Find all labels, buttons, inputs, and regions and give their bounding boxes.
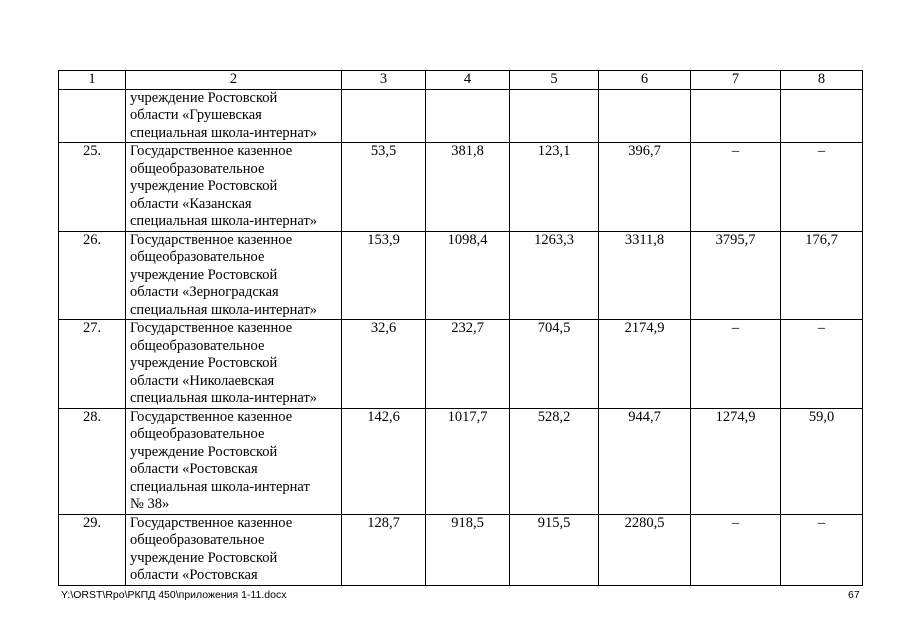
institution-name-line: учреждение Ростовской	[130, 266, 278, 283]
institution-name-line: области «Казанская	[130, 195, 252, 212]
data-table	[58, 70, 863, 586]
value-cell-col4: 1098,4	[426, 231, 510, 320]
institution-name-line: Государственное казенное	[130, 320, 293, 336]
institution-name-line: области «Николаевская	[130, 372, 275, 389]
institution-name-line: специальная школа-интернат»	[130, 213, 318, 229]
institution-name-line: Государственное казенное	[130, 143, 293, 159]
value-cell-col7: –	[691, 320, 781, 409]
institution-name-cell	[126, 89, 342, 143]
value-cell-col3: 142,6	[342, 408, 426, 514]
value-cell-col8: 176,7	[781, 231, 863, 320]
value-cell-col4	[426, 89, 510, 143]
row-number: 28.	[59, 408, 126, 514]
value-cell-col6: 2280,5	[599, 514, 691, 585]
institution-name-line: области «Ростовская	[130, 567, 258, 583]
row-number	[59, 89, 126, 143]
table-row	[59, 514, 863, 585]
value-cell-col3: 128,7	[342, 514, 426, 585]
table-row	[59, 89, 863, 143]
value-cell-col7: –	[691, 514, 781, 585]
col-header-6: 6	[599, 71, 691, 90]
page-number: 67	[848, 589, 860, 601]
value-cell-col5: 704,5	[510, 320, 599, 409]
institution-name-line: учреждение Ростовской	[130, 443, 278, 460]
value-cell-col5: 915,5	[510, 514, 599, 585]
institution-name-line: учреждение Ростовской	[130, 355, 278, 371]
table-row	[59, 320, 863, 409]
institution-name-line: учреждение Ростовской	[130, 89, 278, 106]
institution-name-line: Государственное казенное	[130, 231, 293, 248]
value-cell-col3	[342, 89, 426, 143]
institution-name-line: общеобразовательное	[130, 532, 265, 548]
value-cell-col4: 1017,7	[426, 408, 510, 514]
value-cell-col4: 232,7	[426, 320, 510, 409]
institution-name-line: специальная школа-интернат»	[130, 124, 318, 141]
institution-name-line: общеобразовательное	[130, 337, 265, 354]
value-cell-col3: 32,6	[342, 320, 426, 409]
value-cell-col7: 3795,7	[691, 231, 781, 320]
institution-name-line: учреждение Ростовской	[130, 549, 278, 566]
value-cell-col6: 396,7	[599, 143, 691, 232]
institution-name-line: области «Ростовская	[130, 461, 258, 477]
institution-name-line: специальная школа-интернат»	[130, 301, 318, 318]
institution-name-cell	[126, 408, 342, 514]
value-cell-col8: –	[781, 143, 863, 232]
row-number: 26.	[59, 231, 126, 320]
value-cell-col6: 3311,8	[599, 231, 691, 320]
institution-name-line: общеобразовательное	[130, 426, 265, 442]
table-row	[59, 143, 863, 232]
value-cell-col6	[599, 89, 691, 143]
value-cell-col7: –	[691, 143, 781, 232]
table-body	[59, 89, 863, 585]
institution-name-line: Государственное казенное	[130, 408, 293, 425]
institution-name-line: Государственное казенное	[130, 514, 293, 531]
institution-name-line: специальная школа-интернат»	[130, 390, 318, 406]
row-number: 25.	[59, 143, 126, 232]
institution-name-cell	[126, 231, 342, 320]
col-header-1: 1	[59, 71, 126, 90]
table-row	[59, 408, 863, 514]
institution-name-line: области «Зерноградская	[130, 284, 279, 300]
value-cell-col6: 2174,9	[599, 320, 691, 409]
value-cell-col5: 528,2	[510, 408, 599, 514]
table-row	[59, 231, 863, 320]
value-cell-col3: 53,5	[342, 143, 426, 232]
footer-file-path: Y:\ORST\Rpo\РКПД 450\приложения 1-11.docx	[61, 589, 287, 601]
value-cell-col7	[691, 89, 781, 143]
institution-name-line: общеобразовательное	[130, 249, 265, 265]
institution-name-line: учреждение Ростовской	[130, 178, 278, 194]
header-row	[59, 71, 863, 90]
institution-name-line: области «Грушевская	[130, 107, 262, 123]
col-header-3: 3	[342, 71, 426, 90]
row-number: 27.	[59, 320, 126, 409]
value-cell-col5: 1263,3	[510, 231, 599, 320]
value-cell-col4: 381,8	[426, 143, 510, 232]
value-cell-col5: 123,1	[510, 143, 599, 232]
value-cell-col7: 1274,9	[691, 408, 781, 514]
value-cell-col8: –	[781, 514, 863, 585]
col-header-5: 5	[510, 71, 599, 90]
value-cell-col5	[510, 89, 599, 143]
value-cell-col4: 918,5	[426, 514, 510, 585]
institution-name-line: специальная школа-интернат	[130, 478, 310, 495]
col-header-4: 4	[426, 71, 510, 90]
value-cell-col8: 59,0	[781, 408, 863, 514]
institution-name-cell	[126, 143, 342, 232]
col-header-2: 2	[126, 71, 342, 90]
col-header-7: 7	[691, 71, 781, 90]
institution-name-cell	[126, 320, 342, 409]
value-cell-col8	[781, 89, 863, 143]
institution-name-line: № 38»	[130, 496, 170, 512]
value-cell-col3: 153,9	[342, 231, 426, 320]
row-number: 29.	[59, 514, 126, 585]
value-cell-col8: –	[781, 320, 863, 409]
col-header-8: 8	[781, 71, 863, 90]
institution-name-line: общеобразовательное	[130, 160, 265, 177]
institution-name-cell	[126, 514, 342, 585]
value-cell-col6: 944,7	[599, 408, 691, 514]
